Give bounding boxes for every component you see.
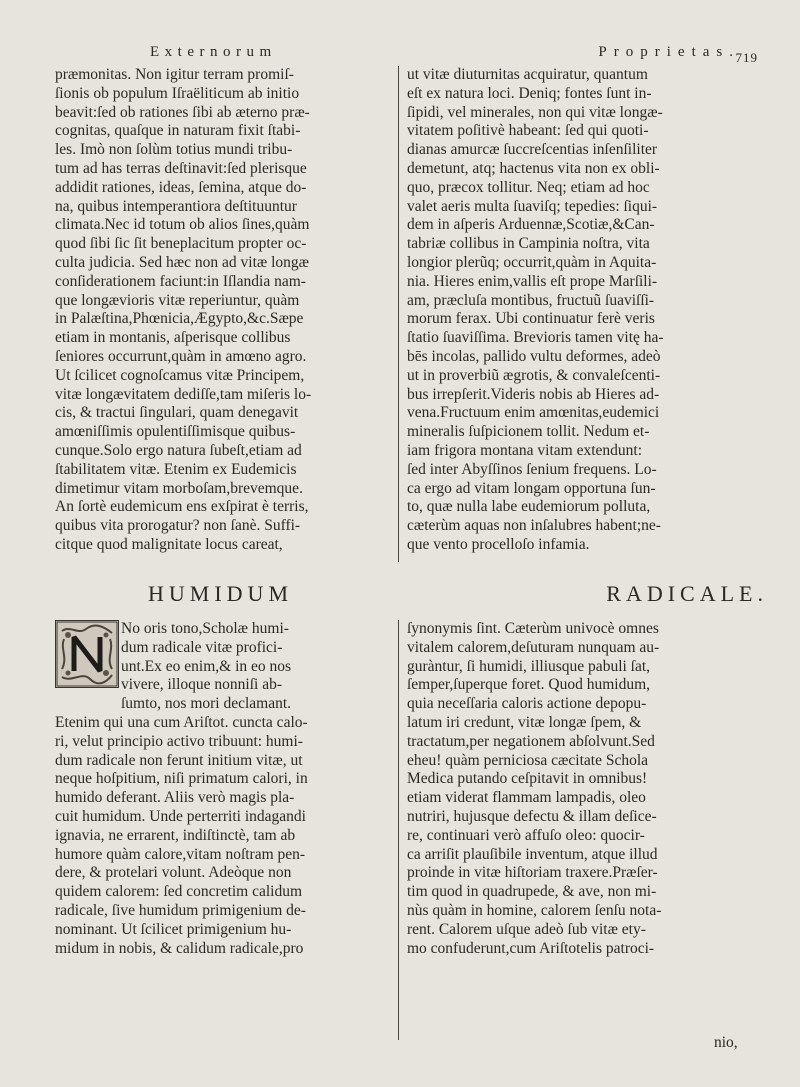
text-line: tabriæ collibus in Campinia noſtra, vita [407,235,650,253]
running-head-right: Proprietas. [598,44,740,60]
text-line: quibus vita prorogatur? non ſanè. Suffi- [55,517,301,535]
text-line: climata.Nec id totum ob alios ſines,quàm [55,216,310,234]
text-line: vitalem calorem,deſuturam nunquam au- [407,638,660,656]
text-line: ſed inter Abyſſinos ſenium frequens. Lo- [407,460,657,478]
text-line: vivere, illoque nonniſi ab- [121,676,282,694]
text-line: dimetimur vitam morboſam,brevemque. [55,479,303,497]
text-line: dum radicale non ferunt initium vitæ, ut [55,751,303,769]
text-line: dem in aſperis Arduennæ,Scotiæ,&Can- [407,216,655,234]
column-rule-bottom [398,620,399,1040]
text-line: nutriri, hujusque defectu & illam deſice- [407,807,657,825]
text-line: vitatem poſitivè habeant: ſed qui quoti- [407,122,649,140]
text-line: nominant. Ut ſcilicet primigenium hu- [55,920,292,938]
text-line: morum ferax. Ubi continuatur ferè veris [407,310,655,328]
top-right-column [407,66,752,555]
text-line: cæterùm aquas non inſalubres habent;ne- [407,517,661,535]
text-line: to, quæ nulla labe eudemiorum polluta, [407,498,651,516]
section-heading [148,581,768,607]
text-line: in Palæſtina,Phœnicia,Ægypto,&c.Sæpe [55,310,304,328]
text-line: humore quàm calore,vitam noſtram pen- [55,845,306,863]
text-line: ſeniores occurrunt,quàm in amœno agro. [55,347,307,365]
text-line: An ſortè eudemicum ens exſpirat è terris, [55,498,309,516]
text-line: nùs quàm in homine, calorem ſenſu nota- [407,901,662,919]
text-line: quia neceſſaria caloris actione depopu- [407,695,647,713]
page-number: 719 [735,50,758,65]
running-head-left: Externorum [150,44,277,60]
text-line: proinde in vitæ hiſtoriam traxere.Præſer- [407,864,658,882]
text-line: re, continuari verò affuſo oleo: quocir- [407,826,645,844]
text-line: ſtabilitatem vitæ. Etenim ex Eudemicis [55,460,297,478]
column-rule-top [398,66,399,562]
text-line: radicale, ſive humidum primigenium de- [55,901,306,919]
text-line: midum in nobis, & calidum radicale,pro [55,939,304,957]
text-line: ca ergo ad vitam longam opportuna ſun- [407,479,656,497]
text-line: Etenim qui una cum Ariſtot. cuncta calo- [55,713,308,731]
text-line: bus irrepſerit.Videris nobis ab Hieres ad- [407,385,660,403]
text-line: bēs incolas, pallido vultu deformes, adeò [407,347,661,365]
text-line: conſiderationem faciunt:in Iſlandia nam- [55,272,306,290]
top-left-column [55,66,395,555]
text-line: præmonitas. Non igitur terram promiſ- [55,66,294,83]
text-line: ut in proverbiũ ægrotis, & convaleſcenti- [407,366,661,384]
text-line: ſipidi, vel minerales, non qui vitæ longæ- [407,103,663,121]
text-line: ſynonymis ſint. Cæterùm univocè omnes [407,620,659,637]
text-line: iam frigora montana vitam extendunt: [407,441,643,459]
text-line: culta judicia. Sed hæc non ad vitæ longæ [55,253,309,271]
text-line: que vento procelloſo infamia. [407,535,590,553]
text-line: ſumto, nos mori declamant. [121,695,292,713]
text-line: etiam in montanis, aſperisque collibus [55,329,291,347]
section-heading-left: HUMIDUM [148,581,293,606]
text-line: Ut ſcilicet cognoſcamus vitæ Principem, [55,366,305,384]
text-line: ſemper,ſuperque foret. Quod humidum, [407,676,651,694]
text-line: que longævioris vitæ reperiuntur, quàm [55,291,300,309]
text-line: eheu! quàm perniciosa cæcitate Schola [407,751,649,769]
text-line: valet aeris multa ſuaviſq; tepedies: ſiqui- [407,197,658,215]
text-line: unt.Ex eo enim,& in eo nos [121,657,292,675]
catchword: nio, [714,1034,738,1051]
text-line: tractatum,per negationem abſolvunt.Sed [407,732,655,750]
running-head [150,44,740,61]
body-lines [55,714,395,958]
text-line: vena.Fructuum enim amœnitas,eudemici [407,404,660,422]
text-line: guràntur, ſi humidi, illiusque pabuli ſat, [407,657,651,675]
text-line: quod ſibi ſic ſit beneplacitum propter oc- [55,235,307,253]
bottom-left-column [55,620,395,958]
text-line: quidem calorem: ſed concretim calidum [55,883,303,901]
text-line: na, quibus intemperantiora deſtituuntur [55,197,297,215]
text-line: addidit rationes, ideas, ſemina, atque do- [55,178,307,196]
text-line: mo confuderunt,cum Ariſtotelis patroci- [407,939,655,957]
text-line: ut vitæ diuturnitas acquiratur, quantum [407,66,648,83]
text-line: ſionis ob populum Iſraëliticum ab initio [55,84,300,102]
text-line: cunque.Solo ergo natura ſubeſt,etiam ad [55,441,302,459]
text-line: ignavia, ne errarent, indiſtinctè, tam ab [55,826,296,844]
text-line: dianas amurcæ ſuccreſcentias inſenſiliter [407,141,658,159]
text-line: humido deferant. Aliis verò magis pla- [55,789,295,807]
text-line: amœniſſimis opulentiſſimisque quibus- [55,423,296,441]
text-line: No oris tono,Scholæ humi- [121,620,289,637]
text-line: demetunt, atq; hactenus vita non ex obli- [407,159,660,177]
text-line: neque hoſpitium, niſi primatum calori, in [55,770,308,788]
text-line: quo, præcox tollitur. Neq; etiam ad hoc [407,178,650,196]
indented-lines [55,620,395,714]
text-line: tum ad has terras deſtinavit:ſed plerisque [55,159,307,177]
text-line: tim quod in quadrupede, & ave, non mi- [407,883,657,901]
text-line: eſt ex natura loci. Deniq; fontes ſunt in- [407,84,652,102]
text-line: ſtatio ſuaviſſima. Brevioris tamen vitę ha- [407,329,664,347]
text-line: dere, & protelari volunt. Adeòque non [55,864,292,882]
text-line: vitæ longævitatem dediſſe,tam miſeris lo- [55,385,312,403]
bottom-right-column [407,620,752,958]
text-line: cognitas, quaſque in naturam fixit ſtabi- [55,122,301,140]
text-line: dum radicale vitæ profici- [121,638,283,656]
text-line: longior plerũq; occurrit,quàm in Aquita- [407,253,657,271]
text-line: cuit humidum. Unde perterriti indagandi [55,807,306,825]
text-line: mineralis ſuſpicionem tollit. Nedum et- [407,423,650,441]
text-line: beavit:ſed ob rationes ſibi ab æterno præ- [55,103,310,121]
text-line: etiam viderat flammam lampadis, oleo [407,789,646,807]
text-line: citque quod malignitate locus careat, [55,535,283,553]
section-heading-right: RADICALE. [606,581,768,606]
text-line: ca arriſit plauſibile inventum, atque illud [407,845,658,863]
text-line: cis, & tractui ſingulari, quam denegavit [55,404,299,422]
text-line: ri, velut principio activo tribuunt: humi- [55,732,303,750]
text-line: nia. Hieres enim,vallis eſt prope Marſili- [407,272,658,290]
text-line: am, præcluſa montibus, fructuũ ſuaviſſi- [407,291,655,309]
text-line: Medica putando ceſpitavit in omnibus! [407,770,648,788]
text-line: rent. Calorem uſque adeò ſub vitæ ety- [407,920,646,938]
text-line: latum iri credunt, vitæ longæ ſpem, & [407,713,642,731]
text-line: les. Imò non ſolùm totius mundi tribu- [55,141,293,159]
